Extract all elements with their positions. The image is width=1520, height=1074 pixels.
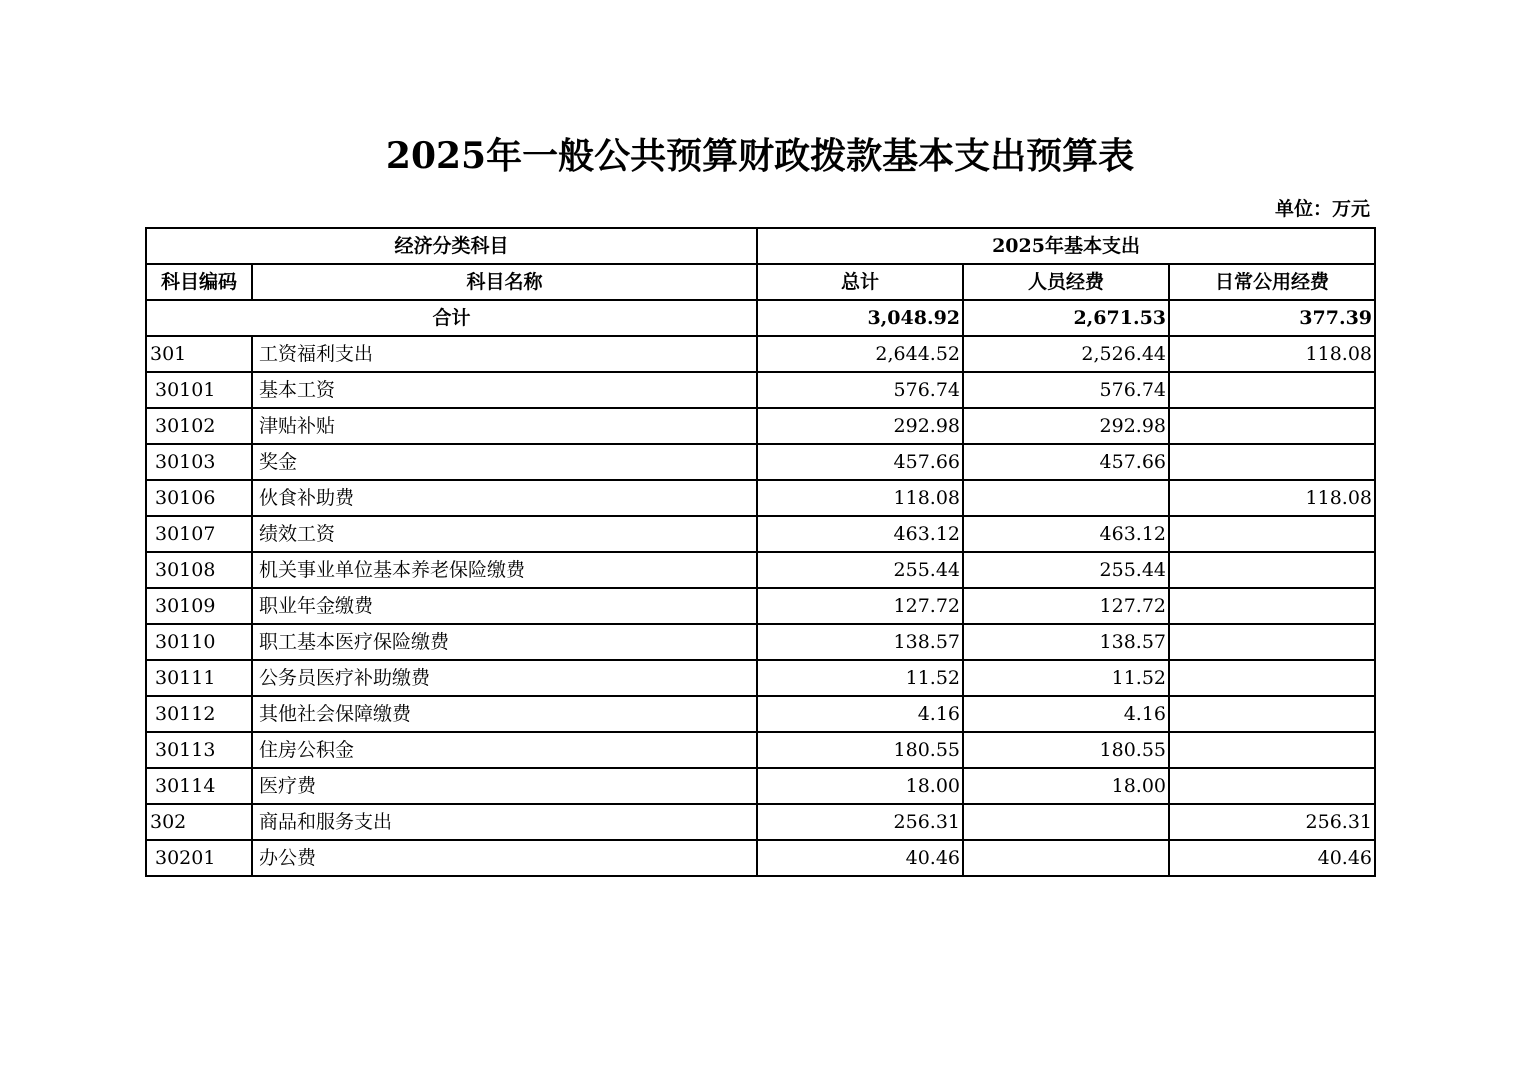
row-public-expense	[1169, 732, 1375, 768]
row-public-expense	[1169, 516, 1375, 552]
row-subject-name: 职工基本医疗保险缴费	[252, 624, 757, 660]
row-public-expense	[1169, 588, 1375, 624]
row-subject-code: 30107	[146, 516, 252, 552]
table-row	[146, 660, 1375, 696]
row-public-expense	[1169, 552, 1375, 588]
header-basic-expenditure: 2025年基本支出	[757, 228, 1375, 264]
row-subject-code: 30108	[146, 552, 252, 588]
row-total: 180.55	[757, 732, 963, 768]
table-row	[146, 408, 1375, 444]
table-row	[146, 588, 1375, 624]
row-subject-name: 医疗费	[252, 768, 757, 804]
row-personnel-expense: 576.74	[963, 372, 1169, 408]
table-row	[146, 516, 1375, 552]
row-public-expense	[1169, 408, 1375, 444]
row-total: 127.72	[757, 588, 963, 624]
table-row	[146, 696, 1375, 732]
row-personnel-expense: 127.72	[963, 588, 1169, 624]
row-total: 457.66	[757, 444, 963, 480]
row-subject-name: 办公费	[252, 840, 757, 876]
row-personnel-expense: 255.44	[963, 552, 1169, 588]
row-subject-name: 基本工资	[252, 372, 757, 408]
row-subject-name: 其他社会保障缴费	[252, 696, 757, 732]
row-total: 463.12	[757, 516, 963, 552]
header-economic-category: 经济分类科目	[146, 228, 757, 264]
row-total: 2,644.52	[757, 336, 963, 372]
row-public-expense	[1169, 768, 1375, 804]
table-row	[146, 444, 1375, 480]
row-personnel-expense: 2,526.44	[963, 336, 1169, 372]
page-title: 2025年一般公共预算财政拨款基本支出预算表	[385, 135, 1135, 177]
row-total: 292.98	[757, 408, 963, 444]
row-total: 138.57	[757, 624, 963, 660]
table-row	[146, 768, 1375, 804]
row-public-expense: 40.46	[1169, 840, 1375, 876]
row-subject-code: 30101	[146, 372, 252, 408]
row-public-expense: 118.08	[1169, 480, 1375, 516]
row-personnel-expense: 11.52	[963, 660, 1169, 696]
row-subject-code: 30201	[146, 840, 252, 876]
row-subject-name: 商品和服务支出	[252, 804, 757, 840]
row-total: 11.52	[757, 660, 963, 696]
row-personnel-expense: 4.16	[963, 696, 1169, 732]
row-subject-code: 30110	[146, 624, 252, 660]
row-public-expense	[1169, 696, 1375, 732]
table-row	[146, 840, 1375, 876]
row-personnel-expense: 292.98	[963, 408, 1169, 444]
row-total: 576.74	[757, 372, 963, 408]
table-row	[146, 732, 1375, 768]
row-public-expense	[1169, 660, 1375, 696]
table-row	[146, 480, 1375, 516]
header-subject-code: 科目编码	[146, 264, 252, 300]
header-subject-name: 科目名称	[252, 264, 757, 300]
unit-label: 单位：万元	[1274, 198, 1370, 220]
row-total: 118.08	[757, 480, 963, 516]
total-public: 377.39	[1169, 300, 1375, 336]
row-subject-name: 机关事业单位基本养老保险缴费	[252, 552, 757, 588]
row-personnel-expense: 180.55	[963, 732, 1169, 768]
header-public-expense: 日常公用经费	[1169, 264, 1375, 300]
header-total: 总计	[757, 264, 963, 300]
table-row	[146, 804, 1375, 840]
row-public-expense: 118.08	[1169, 336, 1375, 372]
table-row	[146, 336, 1375, 372]
row-subject-name: 津贴补贴	[252, 408, 757, 444]
row-personnel-expense: 18.00	[963, 768, 1169, 804]
total-label: 合计	[146, 300, 757, 336]
row-subject-name: 职业年金缴费	[252, 588, 757, 624]
row-public-expense	[1169, 624, 1375, 660]
row-total: 4.16	[757, 696, 963, 732]
row-subject-name: 奖金	[252, 444, 757, 480]
header-column-row	[146, 264, 1375, 300]
row-total: 256.31	[757, 804, 963, 840]
total-row	[146, 300, 1375, 336]
row-total: 40.46	[757, 840, 963, 876]
row-subject-code: 30111	[146, 660, 252, 696]
header-personnel-expense: 人员经费	[963, 264, 1169, 300]
budget-table	[145, 227, 1376, 877]
row-subject-code: 30113	[146, 732, 252, 768]
row-total: 18.00	[757, 768, 963, 804]
row-subject-code: 30109	[146, 588, 252, 624]
row-subject-code: 30106	[146, 480, 252, 516]
row-public-expense	[1169, 372, 1375, 408]
row-subject-code: 30114	[146, 768, 252, 804]
row-personnel-expense: 463.12	[963, 516, 1169, 552]
row-subject-code: 30112	[146, 696, 252, 732]
row-subject-name: 伙食补助费	[252, 480, 757, 516]
row-subject-name: 公务员医疗补助缴费	[252, 660, 757, 696]
row-personnel-expense	[963, 480, 1169, 516]
row-total: 255.44	[757, 552, 963, 588]
row-subject-code: 30103	[146, 444, 252, 480]
row-public-expense	[1169, 444, 1375, 480]
table-row	[146, 552, 1375, 588]
total-amount: 3,048.92	[757, 300, 963, 336]
row-personnel-expense: 457.66	[963, 444, 1169, 480]
row-subject-code: 302	[146, 804, 252, 840]
total-personnel: 2,671.53	[963, 300, 1169, 336]
table-row	[146, 624, 1375, 660]
row-subject-name: 绩效工资	[252, 516, 757, 552]
row-personnel-expense	[963, 804, 1169, 840]
row-subject-code: 30102	[146, 408, 252, 444]
row-subject-name: 住房公积金	[252, 732, 757, 768]
row-public-expense: 256.31	[1169, 804, 1375, 840]
header-group-row	[146, 228, 1375, 264]
row-subject-code: 301	[146, 336, 252, 372]
row-personnel-expense: 138.57	[963, 624, 1169, 660]
row-subject-name: 工资福利支出	[252, 336, 757, 372]
table-row	[146, 372, 1375, 408]
row-personnel-expense	[963, 840, 1169, 876]
